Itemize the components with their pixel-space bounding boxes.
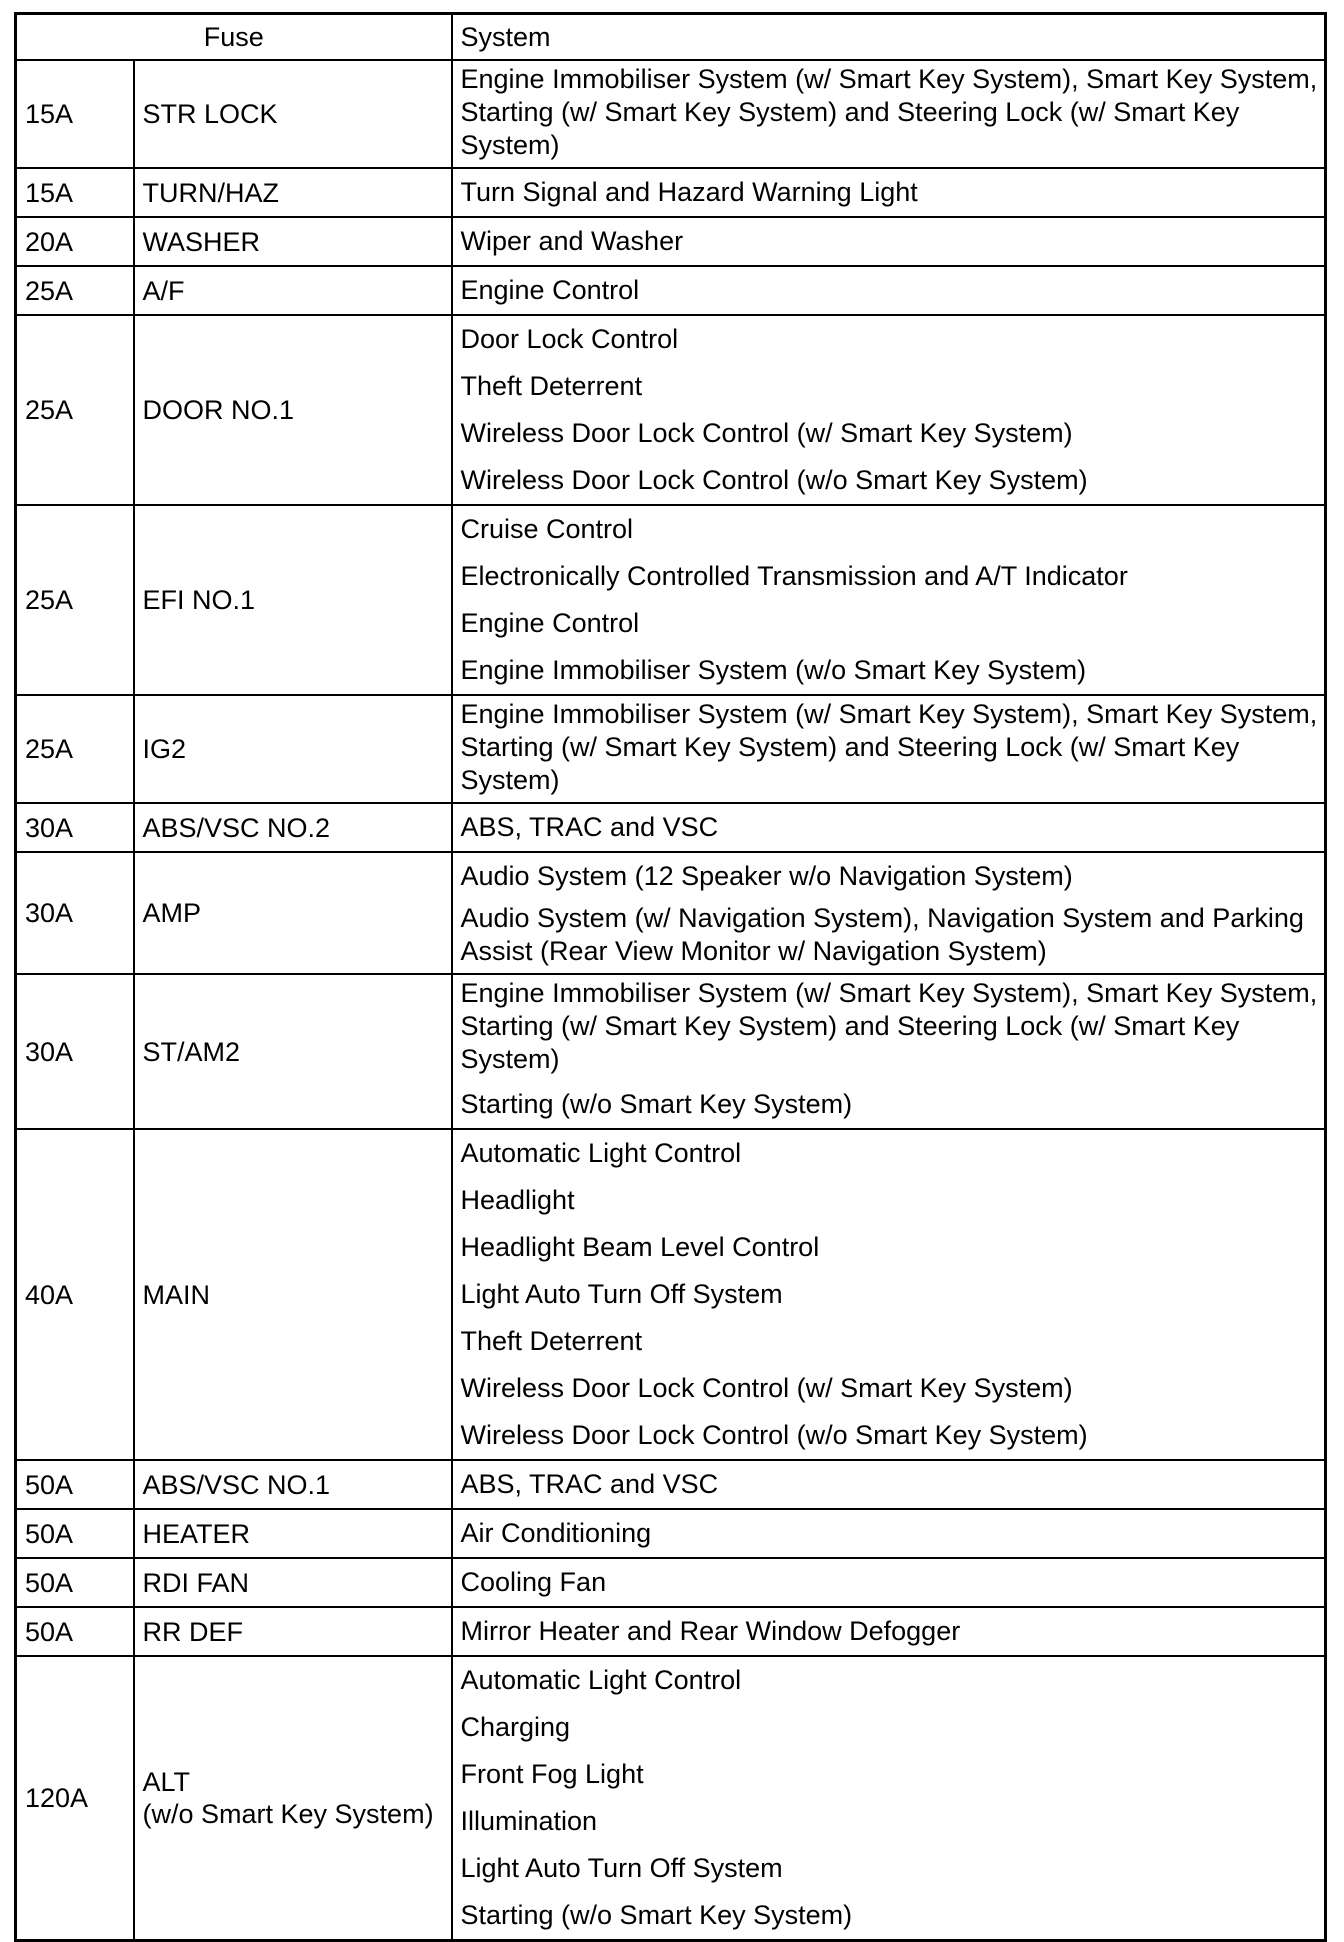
system-entry: Audio System (12 Speaker w/o Navigation System) [460, 861, 1073, 891]
fuse-name-line: WASHER [142, 226, 261, 257]
system-entry: Mirror Heater and Rear Window Defogger [460, 1616, 961, 1646]
system-entry: Door Lock Control [460, 324, 679, 354]
fuse-amperage: 120A [16, 1656, 134, 1941]
fuse-name-line: DOOR NO.1 [142, 395, 295, 425]
table-row [16, 1558, 1326, 1607]
system-entry: Front Fog Light [460, 1759, 644, 1789]
fuse-systems [452, 266, 1326, 315]
table-row [16, 852, 1326, 974]
fuse-name-line: ABS/VSC NO.1 [142, 1469, 331, 1500]
fuse-amperage: 50A [16, 1607, 134, 1656]
fuse-amperage: 40A [16, 1129, 134, 1460]
fuse-name-line: ABS/VSC NO.2 [142, 812, 331, 843]
fuse-name-line: RR DEF [142, 1616, 243, 1647]
fuse-systems [452, 60, 1326, 168]
fuse-systems [452, 803, 1326, 852]
fuse-systems [452, 852, 1326, 974]
fuse-systems [452, 1656, 1326, 1941]
table-row [16, 315, 1326, 505]
header-row [16, 14, 1326, 61]
fuse-name-line: ST/AM2 [142, 1036, 241, 1067]
fuse-name-line: (w/o Smart Key System) [142, 1799, 434, 1829]
fuse-name [134, 1460, 452, 1509]
system-entry: Engine Control [460, 608, 640, 638]
fuse-name [134, 1129, 452, 1460]
fuse-name-line: HEATER [142, 1518, 251, 1549]
fuse-name-line: ALT [142, 1767, 191, 1797]
table-row [16, 1607, 1326, 1656]
system-entry: ABS, TRAC and VSC [460, 812, 719, 842]
fuse-systems [452, 1558, 1326, 1607]
fuse-amperage: 15A [16, 168, 134, 217]
system-entry: Starting (w/o Smart Key System) [460, 1900, 853, 1930]
system-entry: Theft Deterrent [460, 371, 643, 401]
fuse-name [134, 1656, 452, 1941]
table-row [16, 695, 1326, 803]
system-entry: Cooling Fan [460, 1567, 607, 1597]
table-row [16, 1460, 1326, 1509]
fuse-name [134, 803, 452, 852]
table-header [16, 14, 1326, 61]
system-entry: Cruise Control [460, 514, 634, 544]
system-entry: Illumination [460, 1806, 598, 1836]
table-row [16, 803, 1326, 852]
fuse-systems [452, 217, 1326, 266]
fuse-systems [452, 1460, 1326, 1509]
fuse-amperage: 25A [16, 695, 134, 803]
fuse-systems [452, 974, 1326, 1129]
system-entry: Audio System (w/ Navigation System), Navigation System and Parking Assist (Rear View Monitor w/ Navigation System) [460, 903, 1304, 966]
fuse-amperage: 20A [16, 217, 134, 266]
system-entry: Electronically Controlled Transmission and A/T Indicator [460, 561, 1128, 591]
table-row [16, 1129, 1326, 1460]
system-entry: Wireless Door Lock Control (w/ Smart Key System) [460, 418, 1073, 448]
table-row [16, 1656, 1326, 1941]
system-entry: Starting (w/o Smart Key System) [460, 1089, 853, 1119]
system-column-header: System [452, 14, 1326, 61]
system-entry: Automatic Light Control [460, 1138, 742, 1168]
system-entry: Charging [460, 1712, 571, 1742]
system-entry: Theft Deterrent [460, 1326, 643, 1356]
fuse-name [134, 695, 452, 803]
fuse-name [134, 168, 452, 217]
fuse-amperage: 25A [16, 315, 134, 505]
system-entry: Light Auto Turn Off System [460, 1279, 783, 1309]
table-row [16, 266, 1326, 315]
fuse-systems [452, 315, 1326, 505]
fuse-amperage: 15A [16, 60, 134, 168]
table-row [16, 217, 1326, 266]
system-entry: Engine Immobiliser System (w/ Smart Key System), Smart Key System, Starting (w/ Smart Key System) and Steering Lock (w/ Smart Key System) [460, 64, 1318, 160]
fuse-name-line: IG2 [142, 734, 187, 764]
system-entry: ABS, TRAC and VSC [460, 1469, 719, 1499]
system-entry: Wireless Door Lock Control (w/o Smart Key System) [460, 465, 1088, 495]
fuse-name [134, 1607, 452, 1656]
fuse-systems [452, 505, 1326, 695]
fuse-name [134, 974, 452, 1129]
fuse-name [134, 217, 452, 266]
fuse-name [134, 505, 452, 695]
system-entry: Wireless Door Lock Control (w/o Smart Key System) [460, 1420, 1088, 1450]
system-entry: Headlight Beam Level Control [460, 1232, 820, 1262]
fuse-name-line: MAIN [142, 1279, 210, 1310]
fuse-amperage: 30A [16, 974, 134, 1129]
fuse-name-line: A/F [142, 275, 185, 306]
system-entry: Headlight [460, 1185, 575, 1215]
fuse-name [134, 1558, 452, 1607]
table-row [16, 168, 1326, 217]
fuse-name [134, 315, 452, 505]
fuse-systems [452, 168, 1326, 217]
fuse-systems [452, 1607, 1326, 1656]
fuse-amperage: 50A [16, 1460, 134, 1509]
fuse-systems [452, 1129, 1326, 1460]
fuse-amperage: 50A [16, 1558, 134, 1607]
system-entry: Engine Immobiliser System (w/ Smart Key System), Smart Key System, Starting (w/ Smart Key System) and Steering Lock (w/ Smart Key System) [460, 699, 1318, 795]
table-row [16, 974, 1326, 1129]
fuse-amperage: 30A [16, 803, 134, 852]
fuse-column-header: Fuse [16, 14, 452, 61]
system-entry: Engine Control [460, 275, 640, 305]
system-entry: Turn Signal and Hazard Warning Light [460, 177, 918, 207]
system-entry: Light Auto Turn Off System [460, 1853, 783, 1883]
system-entry: Automatic Light Control [460, 1665, 742, 1695]
fuse-amperage: 25A [16, 505, 134, 695]
fuse-name-line: TURN/HAZ [142, 177, 279, 208]
system-entry: Wireless Door Lock Control (w/ Smart Key System) [460, 1373, 1073, 1403]
table-row [16, 505, 1326, 695]
fuse-name [134, 1509, 452, 1558]
fuse-name [134, 852, 452, 974]
fuse-name-line: AMP [142, 898, 202, 928]
fuse-name [134, 60, 452, 168]
fuse-name-line: STR LOCK [142, 99, 278, 129]
fuse-table [14, 12, 1327, 1942]
system-entry: Engine Immobiliser System (w/ Smart Key System), Smart Key System, Starting (w/ Smart Key System) and Steering Lock (w/ Smart Key System) [460, 978, 1318, 1074]
fuse-systems [452, 695, 1326, 803]
table-row [16, 60, 1326, 168]
system-entry: Wiper and Washer [460, 226, 684, 256]
fuse-name [134, 266, 452, 315]
fuse-name-line: EFI NO.1 [142, 585, 256, 615]
fuse-systems [452, 1509, 1326, 1558]
fuse-amperage: 50A [16, 1509, 134, 1558]
fuse-amperage: 30A [16, 852, 134, 974]
system-entry: Engine Immobiliser System (w/o Smart Key System) [460, 655, 1087, 685]
table-body [16, 60, 1326, 1941]
fuse-name-line: RDI FAN [142, 1567, 250, 1598]
table-row [16, 1509, 1326, 1558]
fuse-amperage: 25A [16, 266, 134, 315]
system-entry: Air Conditioning [460, 1518, 652, 1548]
